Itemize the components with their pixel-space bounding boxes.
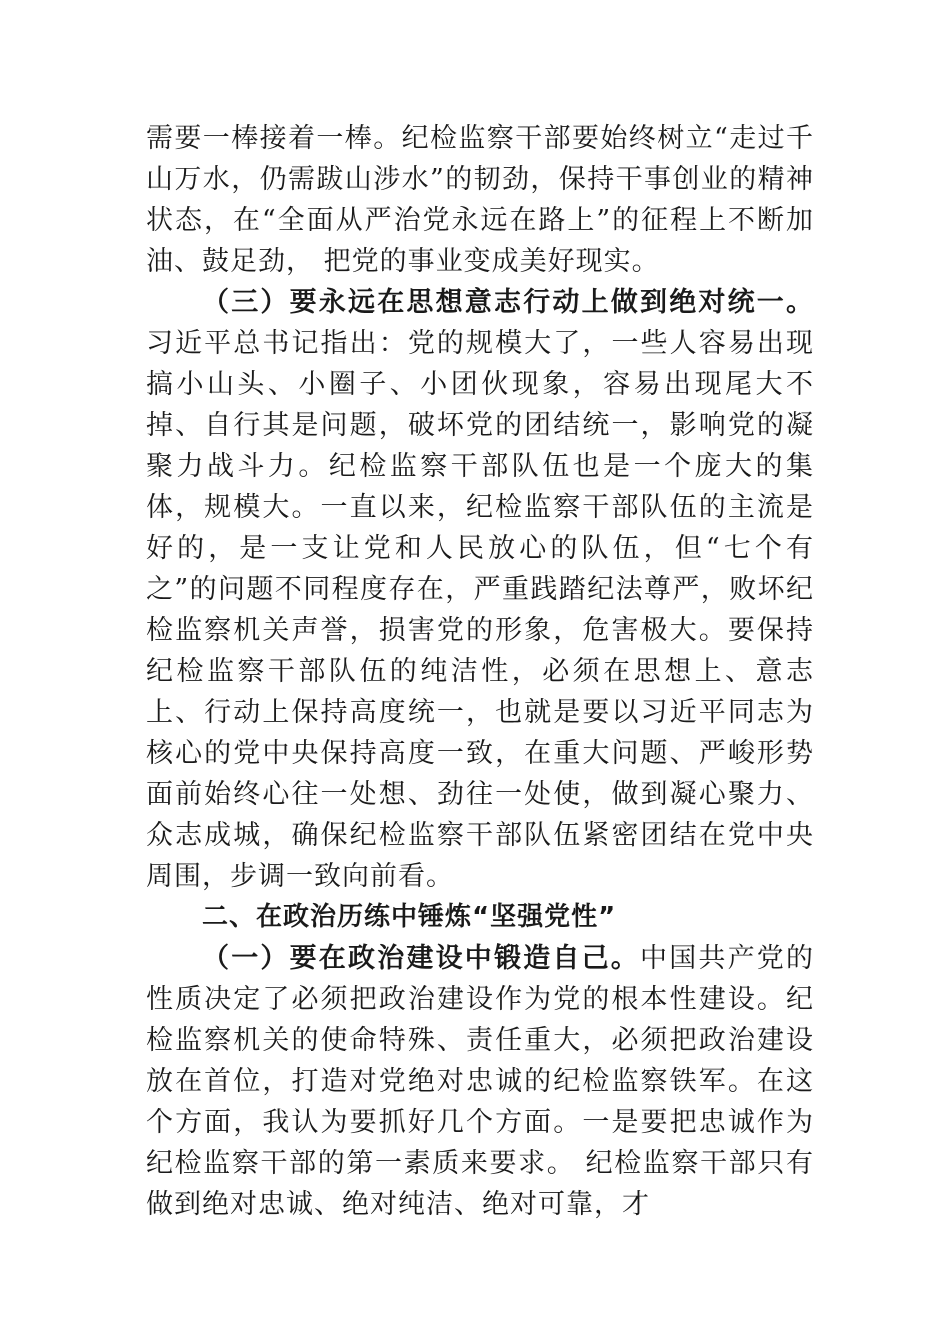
section-1-body: 中国共产党的性质决定了必须把政治建设作为党的根本性建设。纪检监察机关的使命特殊、责任重大，必须把政治建设放在首位，打造对党绝对忠诚的纪检监察铁军。在这个方面，我认为要抓好几个方面。一是要把忠诚作为纪检监察干部的第一素质来要求。 纪检监察干部只有做到绝对忠诚、绝对纯洁、绝对可靠，才 [146,943,814,1220]
section-1-lead: （一）要在政治建设中锻造自己。 [202,943,640,974]
document-page [146,118,814,1225]
paragraph-section-3 [146,282,814,897]
paragraph-section-1 [146,938,814,1225]
paragraph-continuation: 需要一棒接着一棒。纪检监察干部要始终树立“走过千山万水，仍需跋山涉水”的韧劲，保持干事创业的精神状态，在“全面从严治党永远在路上”的征程上不断加油、鼓足劲， 把党的事业变成美好现实。 [146,123,814,277]
section-3-lead: （三）要永远在思想意志行动上做到绝对统一。 [202,287,814,318]
heading-part-2: 二、在政治历练中锤炼“坚强党性” [202,902,617,932]
section-3-body: 习近平总书记指出：党的规模大了，一些人容易出现搞小山头、小圈子、小团伙现象，容易出现尾大不掉、自行其是问题，破坏党的团结统一，影响党的凝聚力战斗力。纪检监察干部队伍也是一个庞大的集体，规模大。一直以来，纪检监察干部队伍的主流是好的，是一支让党和人民放心的队伍，但“七个有之”的问题不同程度存在，严重践踏纪法尊严，败坏纪检监察机关声誉，损害党的形象，危害极大。要保持纪检监察干部队伍的纯洁性，必须在思想上、意志上、行动上保持高度统一，也就是要以习近平同志为核心的党中央保持高度一致，在重大问题、严峻形势面前始终心往一处想、劲往一处使，做到凝心聚力、众志成城，确保纪检监察干部队伍紧密团结在党中央周围，步调一致向前看。 [146,328,814,892]
